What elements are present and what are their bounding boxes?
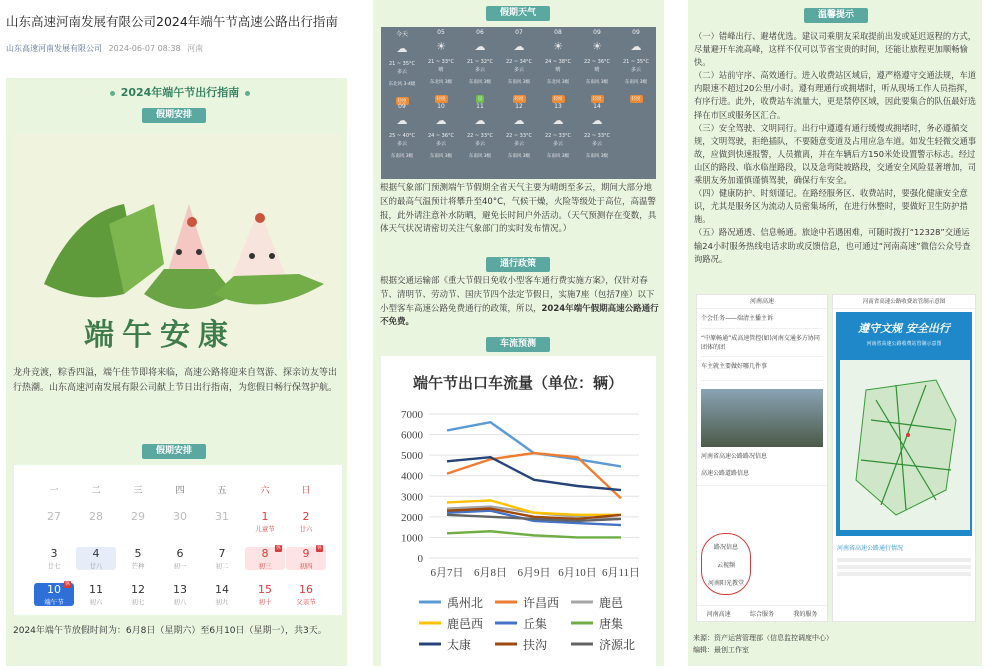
legend-label: 扶沟 xyxy=(523,638,548,652)
dot-icon xyxy=(245,91,250,96)
y-tick-label: 3000 xyxy=(401,491,423,504)
calendar-day[interactable]: 4 廿八 xyxy=(76,547,116,570)
menu-road-info[interactable]: 路况信息 xyxy=(713,544,738,551)
weather-day: 06 ☁ 21 ~ 32°C 多云 东南风 3级 良 xyxy=(463,29,497,104)
weather-day: 05 ☀ 21 ~ 33°C 晴 东北风 3级 轻度 xyxy=(424,29,458,104)
calendar-day[interactable]: 9 初四 休 xyxy=(286,547,326,570)
cloud-icon: ☁ xyxy=(552,114,564,127)
calendar-day[interactable]: 28 xyxy=(89,510,103,523)
calendar-day[interactable]: 5 芒种 xyxy=(131,547,145,570)
policy-text: 根据交通运输部《重大节假日免收小型客车通行费实施方案》，仅针对春节、清明节、劳动节、国庆节四个法定节假日，实施7座（包括7座）以下小型客车高速公路免费通行的政策，所以，2024年端午假期高速公路通行不免费。 xyxy=(380,276,659,328)
section-holiday-label: 假期安排 xyxy=(142,108,206,123)
x-tick-label: 6月8日 xyxy=(474,567,507,579)
weather-note: 根据气象部门预测端午节假期全省天气主要为晴朗至多云，期间大部分地区的最高气温预计将攀升至40°C，气候干燥，火险等级处于高位，高温警报，此外请注意补水防晒，避免长时间户外活动。（天气预测存在变数，具体天气状况请密切关注气象部门的实时发布情况。） xyxy=(380,183,657,235)
article-meta xyxy=(0,30,350,54)
guide-heading: 2024年端午节出行指南 xyxy=(100,84,260,100)
section-tips-label: 温馨提示 xyxy=(804,8,868,23)
y-tick-label: 5000 xyxy=(401,450,423,463)
y-tick-label: 4000 xyxy=(401,470,423,483)
map-footer-line xyxy=(837,558,971,562)
x-tick-label: 6月7日 xyxy=(430,567,464,579)
calendar-day[interactable]: 31 xyxy=(215,510,229,523)
app-road-info[interactable]: 高速公路道路信息 xyxy=(697,460,827,486)
henan-map[interactable] xyxy=(836,360,974,530)
tab-services[interactable]: 综合服务 xyxy=(749,611,774,618)
cloud-icon: ☁ xyxy=(513,40,525,53)
weather-day: 09 ☁ 21 ~ 35°C 多云 东南风 3级 轻度 xyxy=(619,29,653,104)
weather-day: 07 ☁ 22 ~ 34°C 多云 东南风 3级 轻度 xyxy=(502,29,536,104)
cloud-icon: ☁ xyxy=(474,114,486,127)
x-tick-label: 6月11日 xyxy=(601,567,641,579)
tab-henan-gaosu[interactable]: 河南高速 xyxy=(706,611,731,618)
calendar-day[interactable]: 15 初十 xyxy=(258,583,272,606)
calendar-day[interactable]: 1 儿童节 xyxy=(255,510,275,533)
tip-paragraph: （三）安全驾驶、文明同行。出行中遵遵有通行缓慢或拥堵时，务必遵循交规，文明驾驶，拒绝插队，不要随意变道及占用应急车道。如发生轻微交通事故，应做到快速报警，人员撤离，并在车辆后方150米处设置警示标志。经过山区的路段、临水临崖路段，以及急弯陡坡路段，交通安全风险显著增加，司乘朋友务加谨慎谨慎驾驶，确保行车安全。 xyxy=(694,122,977,186)
tips-list xyxy=(694,30,977,266)
calendar-day[interactable]: 30 xyxy=(173,510,187,523)
policy-bold-note: 2024年端午假期高速公路通行不免费。 xyxy=(380,303,659,328)
traffic-chart-panel xyxy=(381,356,656,666)
map-slogan: 遵守文规 安全出行 xyxy=(858,322,950,335)
banner-calligraphy: 端午安康 xyxy=(84,318,236,353)
cloud-icon: ☁ xyxy=(435,114,447,127)
map-footer-line xyxy=(837,565,971,569)
weather-forecast-panel xyxy=(381,27,656,179)
tip-paragraph: （五）路况通透、信息畅通。旅途中若遇困难，可随时拨打“12328”交通运输24小时服务热线电话求助或反馈信息，也可通过“河南高速”微信公众号查询路况。 xyxy=(694,227,971,264)
menu-sunshine[interactable]: 河南阳光教堂 xyxy=(707,580,744,587)
legend-label: 禹州北 xyxy=(447,596,484,610)
map-title: 河南省高速公路收费站管制示意图 xyxy=(833,295,975,309)
app-news-image xyxy=(701,389,823,447)
map-footer: 河南省高速公路通行情况 xyxy=(837,545,904,552)
tip-paragraph: （一）错峰出行、避堵优选。建议司乘朋友采取提前出发或延迟返程的方式，尽量避开车流高峰，这样不仅可以节省宝贵的时间，还能让旅程更加顺畅愉快。 xyxy=(694,31,977,68)
weekday-header: 六 xyxy=(260,486,270,496)
app-news-item[interactable]: 车主就主要做好哪几件事 xyxy=(701,361,823,381)
calendar-day[interactable]: 12 初七 xyxy=(131,583,145,606)
cloud-icon: ☁ xyxy=(396,42,408,55)
menu-cloud-video[interactable]: 云视频 xyxy=(716,562,735,569)
y-tick-label: 7000 xyxy=(401,409,423,421)
publish-region: 河南 xyxy=(187,44,204,53)
y-tick-label: 1000 xyxy=(401,532,423,545)
x-tick-label: 6月9日 xyxy=(517,567,551,579)
calendar-day[interactable]: 29 xyxy=(131,510,145,523)
weather-day: 08 ☀ 24 ~ 38°C 晴 东北风 3级 轻度 xyxy=(541,29,575,104)
weather-day: 13 ☁ 22 ~ 33°C 多云 东南风 3级 xyxy=(541,103,575,159)
calendar-day[interactable]: 14 初九 xyxy=(215,583,229,606)
holiday-badge: 休 xyxy=(275,545,281,551)
dot-icon xyxy=(110,91,115,96)
weather-day: 09 ☀ 22 ~ 36°C 晴 东南风 3级 轻度 xyxy=(580,29,614,104)
legend-label: 济源北 xyxy=(599,638,636,652)
source-line: 来源：资产运营管理部（信息监控调度中心） xyxy=(693,634,833,642)
traffic-line-chart xyxy=(381,356,656,666)
source-credit xyxy=(693,632,983,656)
legend-label: 丘集 xyxy=(523,617,548,631)
holiday-calendar xyxy=(14,465,342,615)
calendar-day[interactable]: 2 廿六 xyxy=(299,510,313,533)
cloud-icon: ☁ xyxy=(474,40,486,53)
weekday-header: 三 xyxy=(133,486,143,496)
weekday-header: 二 xyxy=(91,486,101,496)
section-policy-label: 通行政策 xyxy=(486,257,550,272)
y-tick-label: 6000 xyxy=(401,429,423,442)
sun-icon: ☀ xyxy=(592,40,602,53)
article-column xyxy=(0,0,350,666)
sun-icon: ☀ xyxy=(436,40,446,53)
weekday-header: 四 xyxy=(175,486,185,496)
app-screenshot xyxy=(696,294,828,622)
section-calendar-label: 假期安排 xyxy=(142,444,206,459)
legend-label: 唐集 xyxy=(599,617,624,631)
highlight-circle xyxy=(701,533,751,595)
holiday-badge: 休 xyxy=(316,545,322,551)
legend-label: 鹿邑 xyxy=(599,596,624,610)
calendar-day[interactable]: 11 初六 xyxy=(89,583,103,606)
weekday-header: 五 xyxy=(217,486,227,496)
x-tick-label: 6月10日 xyxy=(558,567,597,579)
y-tick-label: 2000 xyxy=(401,511,423,524)
weather-day: 14 ☁ 22 ~ 33°C 多云 东南风 3级 xyxy=(580,103,614,159)
editor-line: 编辑：最创工作室 xyxy=(693,646,749,654)
weather-day: 09 ☁ 25 ~ 40°C 多云 东南风 3级 xyxy=(385,103,419,159)
calendar-day[interactable]: 10 端午节 休 xyxy=(34,583,74,606)
holiday-note: 2024年端午节放假时间为：6月8日（星期六）至6月10日（星期一），共3天。 xyxy=(13,626,327,636)
tab-my-services[interactable]: 我的服务 xyxy=(793,611,818,618)
cloud-icon: ☁ xyxy=(396,114,408,127)
weather-day: 12 ☁ 22 ~ 33°C 多云 东南风 3级 xyxy=(502,103,536,159)
sun-icon: ☀ xyxy=(553,40,563,53)
weather-day: 10 ☁ 24 ~ 36°C 多云 东南风 3级 xyxy=(424,103,458,159)
legend-label: 太康 xyxy=(447,638,472,652)
y-tick-label: 0 xyxy=(417,553,423,565)
calendar-day[interactable]: 16 父亲节 xyxy=(296,583,316,606)
account-name[interactable]: 山东高速河南发展有限公司 xyxy=(6,44,102,53)
weather-day: 11 ☁ 22 ~ 33°C 多云 东南风 3级 xyxy=(463,103,497,159)
publish-date: 2024-06-07 08:38 xyxy=(108,44,181,53)
calendar-day[interactable]: 13 初八 xyxy=(173,583,187,606)
app-news-list xyxy=(697,309,827,385)
calendar-day[interactable]: 8 初三 休 xyxy=(245,547,285,570)
section-forecast-label: 车流预测 xyxy=(486,337,550,352)
legend-label: 许昌西 xyxy=(523,596,560,610)
calendar-day[interactable]: 3 廿七 xyxy=(47,547,61,570)
calendar-day[interactable]: 6 初一 xyxy=(173,547,187,570)
tip-paragraph: （二）站前守序、高效通行。进入收费站区域后，遵严格遵守交通法规，车道内限速不超过20公里/小时。遵有理通行或拥堵时，听从现场工作人员指挥，有序行进。此外，收费站车流量大，更是禁停区域，因此要集合的队伍最好选择在市区或服务区汇合。 xyxy=(694,70,977,120)
weather-day: 今天 ☁ 21 ~ 35°C 多云 东北风 3-4级 轻度 xyxy=(385,29,419,106)
map-banner xyxy=(836,312,972,536)
weekday-header: 一 xyxy=(49,486,59,496)
cloud-icon: ☁ xyxy=(630,40,642,53)
app-news-caption: 河南省高速公路路况信息 xyxy=(701,453,768,460)
chart-title: 端午节出口车流量（单位：辆） xyxy=(412,374,624,392)
app-news-item[interactable]: 个会任务——端清主播主诉 xyxy=(701,313,823,329)
legend-label: 鹿邑西 xyxy=(447,617,484,631)
app-title: 河南高速 xyxy=(697,295,827,309)
series-line xyxy=(447,531,621,537)
holiday-badge: 休 xyxy=(64,581,70,587)
app-news-item[interactable]: “中原畅通”成高速管控(如)河南交通多方协同团体的团 xyxy=(701,333,823,357)
cloud-icon: ☁ xyxy=(513,114,525,127)
article-title: 山东高速河南发展有限公司2024年端午节高速公路出行指南 xyxy=(6,14,338,29)
cloud-icon: ☁ xyxy=(591,114,603,127)
map-screenshot xyxy=(832,294,976,622)
weekday-header: 日 xyxy=(301,486,311,496)
section-weather-label: 假期天气 xyxy=(486,6,550,21)
app-tab-bar xyxy=(697,605,827,621)
map-subtitle: 河南省高速公路收费站管制示意图 xyxy=(866,341,942,347)
map-footer-line xyxy=(837,572,971,576)
calendar-day[interactable]: 27 xyxy=(47,510,61,523)
guide-intro: 龙舟竞渡，粽香四溢，端午佳节即将来临，高速公路将迎来自驾游、探亲访友等出行热潮。山东高速河南发展有限公司献上节日出行指南，为您假日畅行保驾护航。 xyxy=(13,368,338,393)
calendar-day[interactable]: 7 初二 xyxy=(215,547,229,570)
tip-paragraph: （四）健康防护、时刻谨记。在路经服务区、收费站时，要强化健康安全意识，尤其是服务区为流动人员密集场所，在进行休整时，要做好卫生防护措施。 xyxy=(694,188,968,225)
